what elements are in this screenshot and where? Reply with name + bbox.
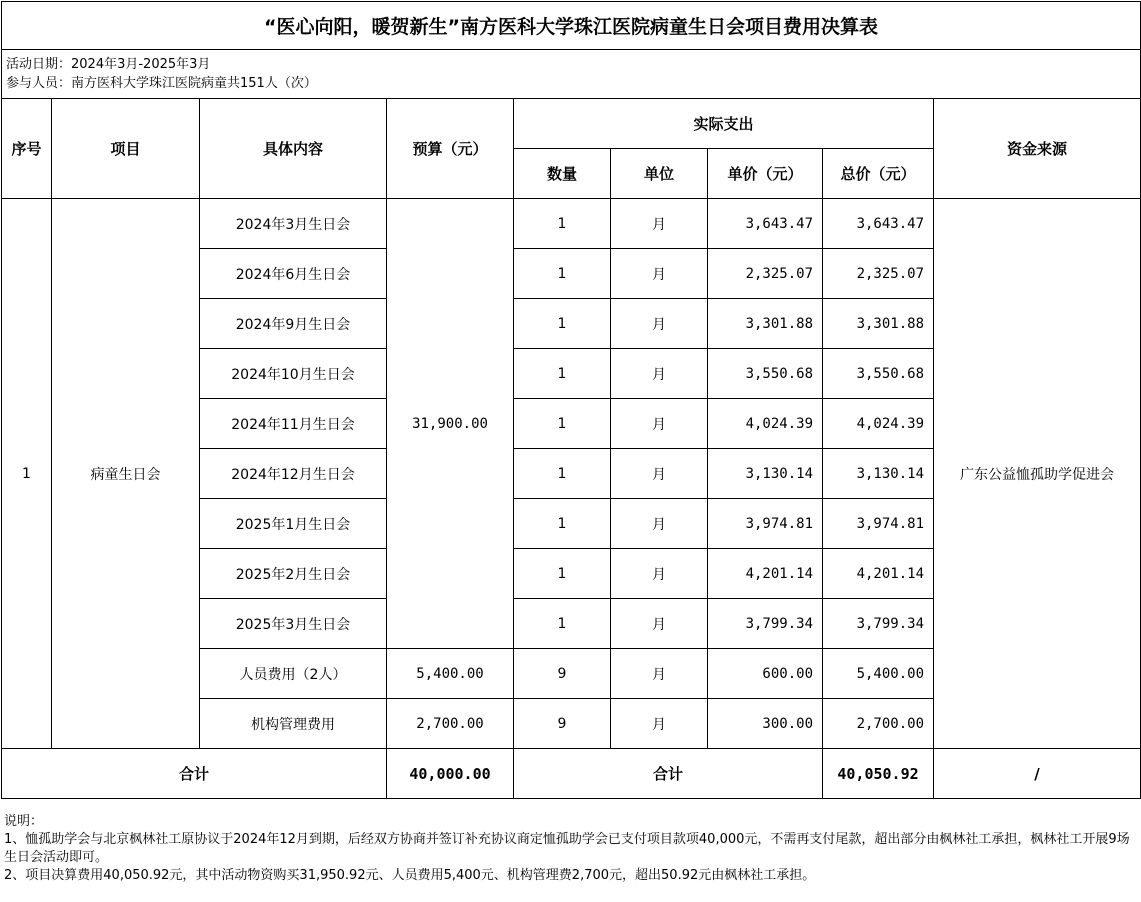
content-cell: 2024年11月生日会	[200, 399, 387, 449]
total-label-right: 合计	[514, 749, 823, 799]
qty-cell: 1	[514, 299, 611, 349]
notes-line-2: 2、项目决算费用40,050.92元，其中活动物资购买31,950.92元、人员费用5,400元、机构管理费2,700元，超出50.92元由枫林社工承担。	[4, 868, 816, 883]
expense-table	[1, 1, 1141, 799]
total-price-cell: 3,643.47	[823, 199, 934, 249]
header-total-price: 总价（元）	[823, 149, 934, 199]
participants: 参与人员：南方医科大学珠江医院病童共151人（次）	[6, 76, 317, 91]
total-price-cell: 2,700.00	[823, 699, 934, 749]
notes-line-1: 1、恤孤助学会与北京枫林社工原协议于2024年12月到期，后经双方协商并签订补充协议商定恤孤助学会已支付项目款项40,000元，不需再支付尾款，超出部分由枫林社工承担，枫林社工开展9场生日会活动即可。	[4, 832, 1130, 865]
total-price-cell: 4,024.39	[823, 399, 934, 449]
unit-cell: 月	[611, 199, 708, 249]
total-price-cell: 2,325.07	[823, 249, 934, 299]
unit-price-cell: 300.00	[708, 699, 823, 749]
unit-price-cell: 2,325.07	[708, 249, 823, 299]
total-price-cell: 3,301.88	[823, 299, 934, 349]
total-price-cell: 3,550.68	[823, 349, 934, 399]
content-cell: 2024年12月生日会	[200, 449, 387, 499]
table-row	[2, 199, 1141, 249]
content-cell: 人员费用（2人）	[200, 649, 387, 699]
header-budget: 预算（元）	[387, 99, 514, 199]
unit-price-cell: 3,550.68	[708, 349, 823, 399]
unit-cell: 月	[611, 299, 708, 349]
unit-price-cell: 4,024.39	[708, 399, 823, 449]
header-seq: 序号	[2, 99, 52, 199]
totals-row	[2, 749, 1141, 799]
total-source: /	[934, 749, 1141, 799]
unit-price-cell: 3,130.14	[708, 449, 823, 499]
total-price-cell: 5,400.00	[823, 649, 934, 699]
unit-price-cell: 3,643.47	[708, 199, 823, 249]
qty-cell: 1	[514, 249, 611, 299]
total-price-cell: 3,799.34	[823, 599, 934, 649]
budget-cell: 2,700.00	[387, 699, 514, 749]
unit-price-cell: 3,974.81	[708, 499, 823, 549]
total-price-cell: 4,201.14	[823, 549, 934, 599]
unit-price-cell: 4,201.14	[708, 549, 823, 599]
party-budget-cell: 31,900.00	[387, 199, 514, 649]
content-cell: 2025年2月生日会	[200, 549, 387, 599]
unit-cell: 月	[611, 449, 708, 499]
content-cell: 2024年9月生日会	[200, 299, 387, 349]
header-actual: 实际支出	[514, 99, 934, 149]
qty-cell: 1	[514, 449, 611, 499]
budget-total: 40,000.00	[387, 749, 514, 799]
qty-cell: 1	[514, 399, 611, 449]
content-cell: 2024年6月生日会	[200, 249, 387, 299]
qty-cell: 1	[514, 499, 611, 549]
header-project: 项目	[52, 99, 200, 199]
header-unit-price: 单价（元）	[708, 149, 823, 199]
unit-cell: 月	[611, 499, 708, 549]
unit-cell: 月	[611, 549, 708, 599]
unit-cell: 月	[611, 249, 708, 299]
unit-price-cell: 3,301.88	[708, 299, 823, 349]
sheet-title: “医心向阳，暖贺新生”南方医科大学珠江医院病童生日会项目费用决算表	[2, 2, 1141, 50]
unit-price-cell: 3,799.34	[708, 599, 823, 649]
unit-cell: 月	[611, 649, 708, 699]
header-source: 资金来源	[934, 99, 1141, 199]
qty-cell: 9	[514, 649, 611, 699]
content-cell: 2024年10月生日会	[200, 349, 387, 399]
qty-cell: 1	[514, 349, 611, 399]
header-content: 具体内容	[200, 99, 387, 199]
actual-total: 40,050.92	[823, 749, 934, 799]
notes	[4, 813, 1138, 885]
total-label-left: 合计	[2, 749, 387, 799]
notes-heading: 说明：	[4, 814, 44, 829]
unit-cell: 月	[611, 699, 708, 749]
unit-price-cell: 600.00	[708, 649, 823, 699]
qty-cell: 9	[514, 699, 611, 749]
project-cell: 病童生日会	[52, 199, 200, 749]
content-cell: 2025年1月生日会	[200, 499, 387, 549]
content-cell: 机构管理费用	[200, 699, 387, 749]
header-qty: 数量	[514, 149, 611, 199]
header-unit: 单位	[611, 149, 708, 199]
content-cell: 2024年3月生日会	[200, 199, 387, 249]
meta-info	[2, 50, 1141, 99]
seq-cell: 1	[2, 199, 52, 749]
unit-cell: 月	[611, 399, 708, 449]
content-cell: 2025年3月生日会	[200, 599, 387, 649]
total-price-cell: 3,974.81	[823, 499, 934, 549]
unit-cell: 月	[611, 599, 708, 649]
total-price-cell: 3,130.14	[823, 449, 934, 499]
qty-cell: 1	[514, 199, 611, 249]
qty-cell: 1	[514, 549, 611, 599]
unit-cell: 月	[611, 349, 708, 399]
activity-date: 活动日期：2024年3月-2025年3月	[6, 57, 211, 72]
qty-cell: 1	[514, 599, 611, 649]
funding-source-cell: 广东公益恤孤助学促进会	[934, 199, 1141, 749]
budget-cell: 5,400.00	[387, 649, 514, 699]
